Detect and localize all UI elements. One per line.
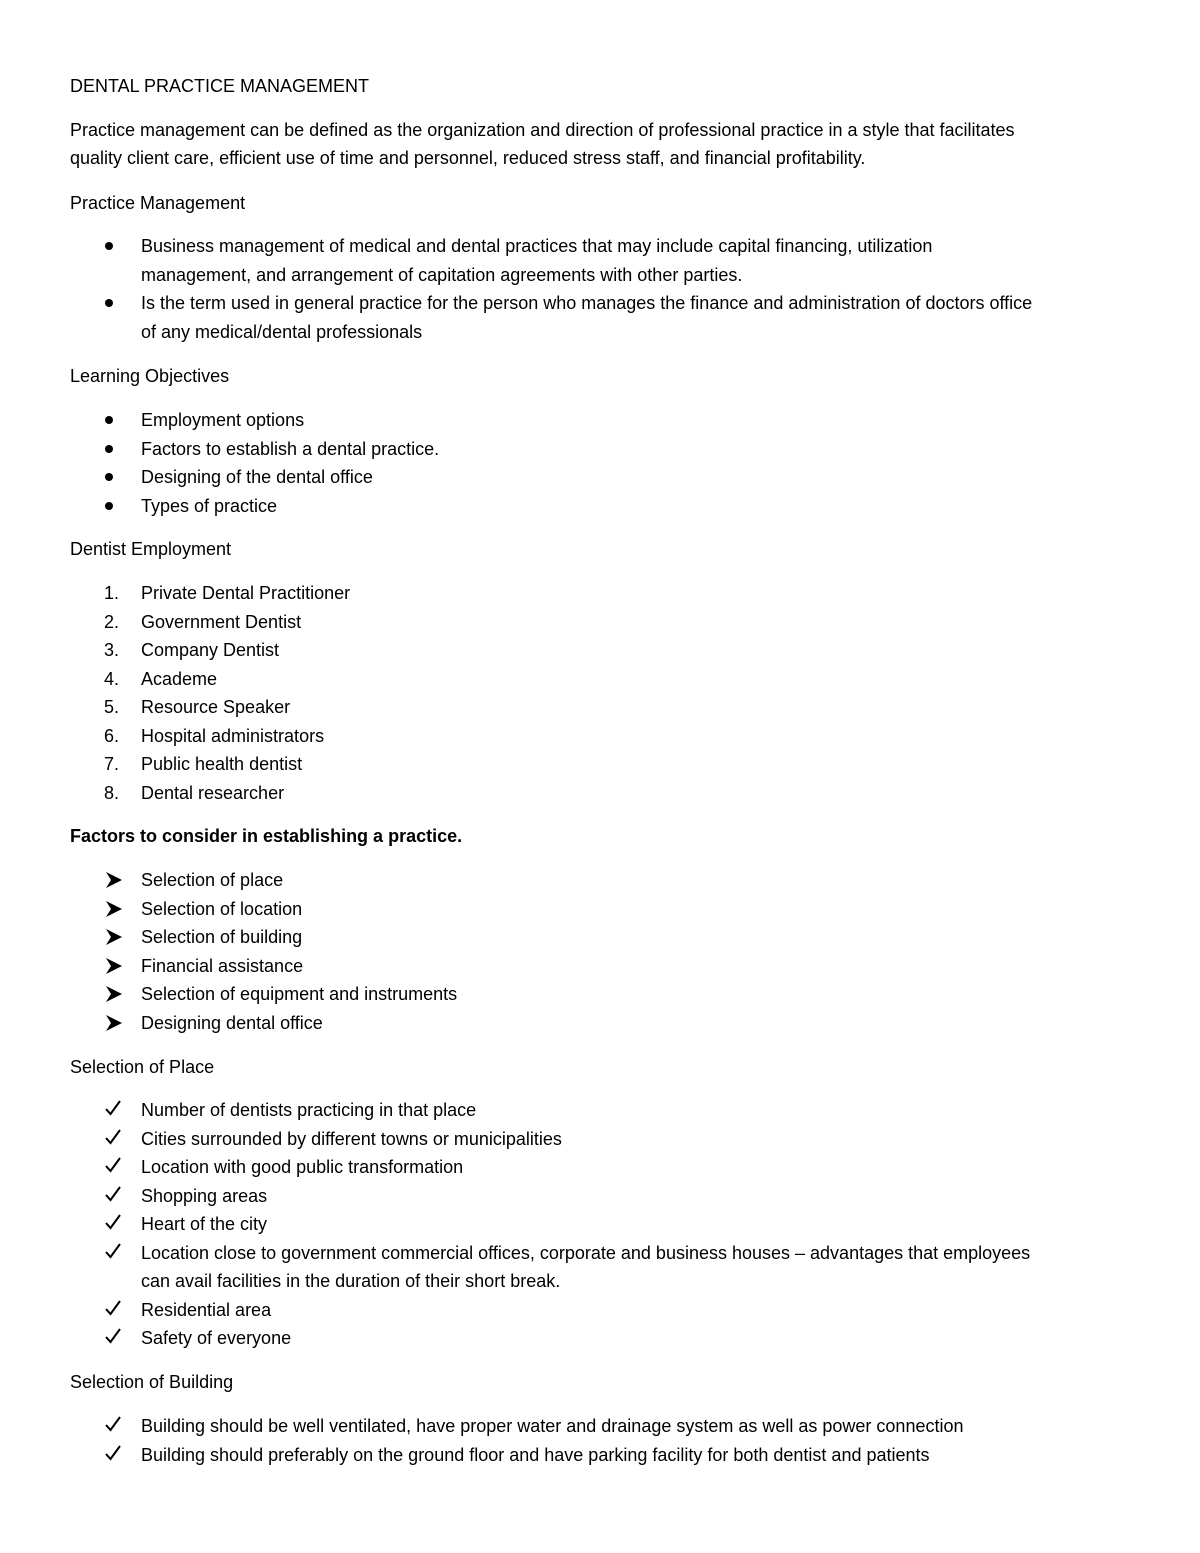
list-item — [70, 1412, 1150, 1441]
list-item — [70, 232, 1150, 289]
list-item-text: Building should preferably on the ground floor and have parking facility for both dentist and patients — [141, 1444, 930, 1465]
bullet-icon — [105, 445, 113, 453]
list-item — [70, 1182, 1150, 1211]
list-item-text: Residential area — [141, 1299, 272, 1320]
list-item — [70, 1324, 1150, 1353]
list-item — [70, 435, 1150, 464]
list-item — [70, 1153, 1150, 1182]
selection-of-building-heading: Selection of Building — [70, 1372, 234, 1392]
list-item-text: Building should be well ventilated, have proper water and drainage system as well as power connection — [141, 1416, 964, 1436]
list-item — [70, 952, 1150, 981]
list-item — [70, 636, 1150, 665]
list-number: 8. — [104, 782, 120, 803]
list-item-text: Financial assistance — [141, 955, 304, 976]
list-item-text: Location with good public transformation — [141, 1157, 464, 1177]
intro-line-2: quality client care, efficient use of time and personnel, reduced stress staff, and financial profitability. — [70, 148, 866, 168]
checkmark-icon — [104, 1099, 122, 1117]
list-item-text: Designing of the dental office — [141, 467, 373, 487]
list-number: 6. — [104, 725, 120, 746]
list-number: 3. — [104, 640, 120, 660]
list-item — [70, 492, 1150, 521]
bullet-icon — [105, 473, 113, 481]
list-item-text: Public health dentist — [141, 754, 303, 774]
list-item-text-cont: can avail facilities in the duration of their short break. — [141, 1271, 561, 1291]
list-item-text: Cities surrounded by different towns or municipalities — [141, 1128, 562, 1149]
list-item — [70, 1239, 1150, 1296]
document-title: DENTAL PRACTICE MANAGEMENT — [70, 76, 370, 96]
checkmark-icon — [104, 1185, 122, 1203]
practice-management-heading: Practice Management — [70, 193, 246, 213]
list-item — [70, 866, 1150, 895]
list-item — [70, 750, 1150, 779]
list-number: 5. — [104, 697, 120, 717]
list-item — [70, 1210, 1150, 1239]
factors-heading: Factors to consider in establishing a practice. — [70, 826, 463, 846]
practice-management-list — [70, 232, 1150, 346]
list-item-text: Location close to government commercial offices, corporate and business houses – advantages that employees — [141, 1242, 1031, 1263]
dentist-employment-list — [70, 579, 1150, 807]
checkmark-icon — [104, 1128, 122, 1146]
list-item-text: Selection of building — [141, 927, 303, 947]
arrowhead-icon — [104, 870, 124, 890]
bullet-icon — [105, 416, 113, 424]
arrowhead-icon — [104, 956, 124, 976]
list-item-text: Private Dental Practitioner — [141, 583, 351, 603]
list-item-text: Number of dentists practicing in that place — [141, 1100, 477, 1120]
arrowhead-icon — [104, 984, 124, 1004]
list-item — [70, 722, 1150, 751]
list-item — [70, 406, 1150, 435]
list-number: 1. — [104, 583, 120, 603]
list-item-text: Types of practice — [141, 495, 278, 516]
list-item — [70, 895, 1150, 924]
checkmark-icon — [104, 1213, 122, 1231]
list-item — [70, 923, 1150, 952]
list-item-text: Safety of everyone — [141, 1328, 292, 1348]
checkmark-icon — [104, 1242, 122, 1260]
list-item-text-cont: management, and arrangement of capitation agreements with other parties. — [141, 264, 743, 285]
list-item-text-cont: of any medical/dental professionals — [141, 321, 423, 342]
list-item-text: Selection of location — [141, 898, 303, 919]
checkmark-icon — [104, 1415, 122, 1433]
list-item-text: Hospital administrators — [141, 725, 325, 746]
list-item — [70, 1096, 1150, 1125]
bullet-icon — [105, 242, 113, 250]
selection-of-building-list — [70, 1412, 1150, 1469]
arrowhead-icon — [104, 1013, 124, 1033]
bullet-icon — [105, 502, 113, 510]
arrowhead-icon — [104, 927, 124, 947]
list-item — [70, 608, 1150, 637]
list-item-text: Resource Speaker — [141, 697, 291, 717]
list-item — [70, 665, 1150, 694]
selection-of-place-heading: Selection of Place — [70, 1057, 215, 1077]
list-item — [70, 980, 1150, 1009]
checkmark-icon — [104, 1156, 122, 1174]
list-item — [70, 579, 1150, 608]
list-item — [70, 1009, 1150, 1038]
list-item-text: Shopping areas — [141, 1185, 268, 1206]
checkmark-icon — [104, 1299, 122, 1317]
list-item — [70, 693, 1150, 722]
intro-line-1: Practice management can be defined as the organization and direction of professional practice in a style that facilitates — [70, 120, 1015, 140]
list-item — [70, 1441, 1150, 1470]
list-item-text: Heart of the city — [141, 1214, 268, 1234]
list-item-text: Selection of equipment and instruments — [141, 984, 458, 1004]
list-item-text: Selection of place — [141, 870, 284, 890]
list-item-text: Designing dental office — [141, 1012, 323, 1033]
arrowhead-icon — [104, 899, 124, 919]
selection-of-place-list — [70, 1096, 1150, 1353]
checkmark-icon — [104, 1327, 122, 1345]
list-item-text: Government Dentist — [141, 611, 302, 632]
list-item — [70, 1125, 1150, 1154]
list-number: 4. — [104, 668, 120, 689]
list-item — [70, 1296, 1150, 1325]
list-number: 7. — [104, 754, 120, 774]
list-item-text: Dental researcher — [141, 782, 285, 803]
checkmark-icon — [104, 1444, 122, 1462]
learning-objectives-heading: Learning Objectives — [70, 366, 230, 386]
list-item — [70, 289, 1150, 346]
list-item-text: Is the term used in general practice for the person who manages the finance and administration of doctors office — [141, 293, 1033, 313]
list-number: 2. — [104, 611, 120, 632]
dentist-employment-heading: Dentist Employment — [70, 539, 232, 559]
list-item-text: Employment options — [141, 410, 305, 430]
list-item — [70, 463, 1150, 492]
list-item-text: Company Dentist — [141, 640, 280, 660]
list-item-text: Business management of medical and dental practices that may include capital financing, utilization — [141, 236, 933, 256]
bullet-icon — [105, 299, 113, 307]
list-item-text: Factors to establish a dental practice. — [141, 438, 440, 459]
list-item — [70, 779, 1150, 808]
factors-list — [70, 866, 1150, 1037]
learning-objectives-list — [70, 406, 1150, 520]
list-item-text: Academe — [141, 668, 218, 689]
